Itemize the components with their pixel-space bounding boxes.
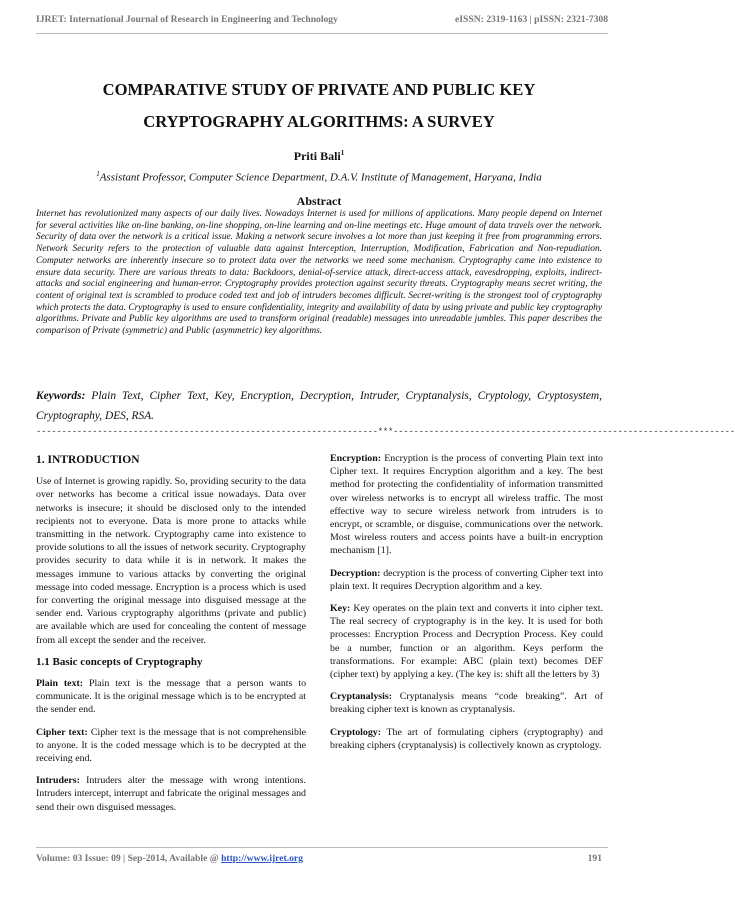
journal-name: IJRET: International Journal of Research in Engineering and Technology — [36, 14, 338, 25]
affiliation-superscript: 1 — [96, 170, 100, 178]
running-header — [36, 14, 608, 28]
volume-info: Volume: 03 Issue: 09 | Sep-2014, Available @ — [36, 853, 222, 864]
footer-divider — [36, 847, 608, 848]
intruders-definition — [36, 774, 306, 814]
section-heading-introduction: 1. INTRODUCTION — [36, 454, 140, 466]
paper-title — [36, 74, 602, 138]
key-body: Key operates on the plain text and converts it into cipher text. The real secrecy of cryptography is in the key. It is used for both processes: Encryption Process and Decryption Process. Key could be a number, function or an algorithm. Keys perform the transformations. For example: ABC (plain text) becomes DEF (cipher text) by applying a key. (The key is: shift all the letters by 3) — [330, 603, 603, 681]
author-superscript: 1 — [340, 149, 345, 157]
key-definition — [330, 602, 603, 681]
abstract-body: Internet has revolutionized many aspects of our daily lives. Nowadays Internet is used for millions of applications. Many people depend on Internet for several activities like on-line banking, on-line shopping, on-line learning and on-line meetings etc. Huge amount of data travels over the network. Security of data over the network is a critical issue. Making a network secure involves a lot more than just keeping it free from programming errors. Network Security refers to the protection of valuable data against Interception, Interruption, Modification, Fabrication and Non-repudiation. Computer networks are inherently insecure so to protect data over the networks we need some mechanism. Cryptography came into existence to ensure data security. There are various threats to data: Backdoors, denial-of-service attack, direct-access attack, eavesdropping, exploits, indirect-attacks and social engineering and human-error. Cryptography provides protection against security threats. Cryptography means secret writing, the content of original text is scrambled to produce coded text and job of intruders becomes difficult. Secret-writing is the strongest tool of cryptography which protects the data. Cryptography is used to ensure confidentiality, integrity and availability of data by using private and public key cryptography algorithms. Private and Public key algorithms are used to transform original (readable) messages into unreadable jumbles. This paper describes the comparison of Private (symmetric) and Public (asymmetric) key algorithms. — [36, 209, 602, 337]
intruders-body: Intruders alter the message with wrong intentions. Intruders intercept, interrupt and fabricate the original messages and send their own disguised messages. — [36, 775, 306, 813]
cipher-text-definition — [36, 726, 306, 766]
right-column — [330, 452, 603, 761]
cryptanalysis-body: Cryptanalysis means “code breaking”. Art of breaking cipher text is known as cryptanalysis. — [330, 691, 603, 716]
decryption-definition — [330, 567, 603, 593]
intruders-term: Intruders: — [36, 775, 80, 787]
encryption-definition — [330, 452, 603, 558]
title-line-2: CRYPTOGRAPHY ALGORITHMS: A SURVEY — [143, 112, 495, 131]
intro-paragraph: Use of Internet is growing rapidly. So, providing security to the data over networks has become a critical issue nowadays. Data over networks is insecure; it should be disclosed only to the intended recipients not to everyone. Data is more prone to attacks while transmitting in the network. Cryptography came into existence to provide solutions to all the issues of network security. Cryptography provides security to data while it is in network. It makes the messages immune to various attacks by converting the original message into coded message. Encryption is a process which is used for converting the original message into disguised message at the sender end. Various cryptography algorithms (private and public) are available which are used for concealing the content of message from all except the sender and the receiver. — [36, 476, 306, 646]
plain-text-definition — [36, 677, 306, 717]
page-number: 191 — [587, 853, 602, 864]
encryption-term: Encryption: — [330, 453, 382, 464]
cryptology-body: The art of formulating ciphers (cryptography) and breaking ciphers (cryptanalysis) is collectively known as cryptology. — [330, 726, 603, 751]
abstract-heading: Abstract — [296, 194, 342, 208]
cryptanalysis-term: Cryptanalysis: — [330, 691, 392, 703]
plain-text-term: Plain text: — [36, 678, 84, 690]
cryptology-term: Cryptology: — [330, 726, 382, 738]
running-footer — [36, 853, 608, 864]
subsection-heading-basic-concepts: 1.1 Basic concepts of Cryptography — [36, 655, 203, 668]
cryptology-definition — [330, 726, 603, 752]
author-name — [36, 149, 602, 164]
cipher-text-body: Cipher text is the message that is not comprehensible to anyone. It is the coded message which is to be decrypted at the receiving end. — [36, 726, 307, 765]
decryption-body: decryption is the process of converting Cipher text into plain text. It requires Decryption algorithm and a key. — [330, 567, 604, 592]
affiliation — [36, 170, 602, 184]
section-separator: -------------------------------------------------------------------***------------------------------------------------------------------- — [36, 427, 735, 437]
title-line-1: COMPARATIVE STUDY OF PRIVATE AND PUBLIC KEY — [102, 80, 536, 99]
journal-website-link[interactable]: http://www.ijret.org — [221, 853, 303, 864]
left-column — [36, 452, 306, 823]
keywords-text: Plain Text, Cipher Text, Key, Encryption, Decryption, Intruder, Cryptanalysis, Cryptology, Cryptosystem, Cryptography, DES, RSA. — [36, 390, 602, 422]
encryption-body: Encryption is the process of converting Plain text into Cipher text. It requires Encryption algorithm and a key. The best method for protecting the confidentiality of information transmitted over wireless networks is to encrypt all wireless traffic. The most effective way to secure wireless network from intruders is to encrypt, or scramble, or disguise, communications over the network. Most wireless routers and access points have a built-in encryption mechanism [1]. — [330, 453, 603, 557]
key-term: Key: — [330, 603, 351, 615]
issn-info: eISSN: 2319-1163 | pISSN: 2321-7308 — [455, 14, 608, 25]
author-name-text: Priti Bali — [293, 149, 341, 163]
keywords — [36, 386, 602, 426]
decryption-term: Decryption: — [330, 567, 381, 579]
plain-text-body: Plain text is the message that a person wants to communicate. It is the original message which is to be encrypted at the sender end. — [36, 678, 307, 716]
affiliation-text: Assistant Professor, Computer Science Department, D.A.V. Institute of Management, Haryana, India — [99, 171, 542, 184]
cipher-text-term: Cipher text: — [36, 726, 88, 738]
cryptanalysis-definition — [330, 690, 603, 716]
header-divider — [36, 33, 608, 34]
keywords-label: Keywords: — [36, 390, 86, 402]
